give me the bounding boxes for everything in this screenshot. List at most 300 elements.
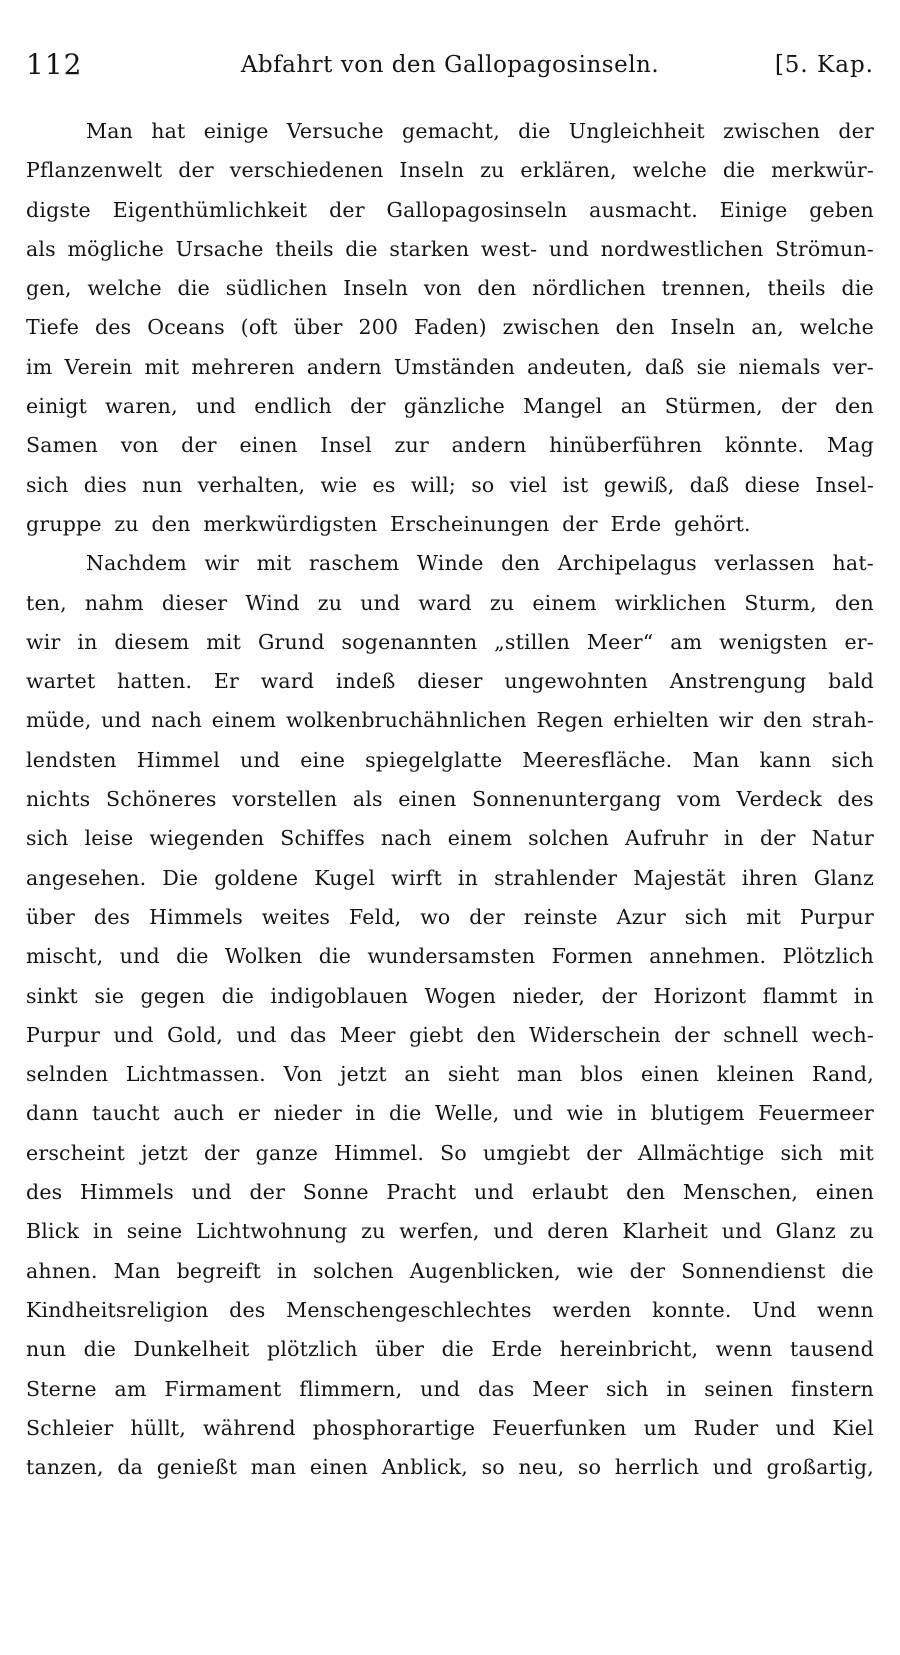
word: der: [181, 433, 217, 458]
word: der: [350, 394, 386, 419]
word: Erde: [491, 1337, 543, 1362]
word: Umständen: [393, 354, 516, 379]
word: mehreren: [191, 354, 295, 379]
word: Mag: [826, 433, 874, 458]
word: als: [26, 236, 56, 261]
word: erscheint: [26, 1140, 126, 1165]
word: der: [781, 394, 817, 419]
word: hinüberführen: [549, 433, 703, 458]
word: Feld,: [348, 904, 402, 929]
word: das: [478, 1376, 515, 1401]
word: hereinbricht,: [559, 1337, 699, 1362]
word: und: [513, 1101, 554, 1126]
word: Er: [213, 669, 240, 694]
word: lendsten: [26, 747, 117, 772]
word: umgiebt: [482, 1140, 571, 1165]
word: goldene: [214, 865, 299, 890]
word: und: [474, 1180, 515, 1205]
word: Kiel: [832, 1415, 874, 1440]
word: Inseln: [399, 158, 465, 183]
word: den: [626, 1180, 666, 1205]
word: wiegenden: [149, 826, 265, 851]
word: wirft: [391, 865, 442, 890]
word: tanzen,: [26, 1455, 104, 1480]
word: Glanz: [775, 1219, 836, 1244]
word: des: [26, 1180, 63, 1205]
word: wir: [26, 629, 61, 654]
word: und: [195, 394, 237, 419]
word: über: [375, 1337, 425, 1362]
word: Meer: [532, 1376, 589, 1401]
word: Oceans: [147, 315, 225, 340]
text-line: [26, 308, 874, 347]
word: merkwür-: [771, 158, 874, 183]
word: der: [601, 983, 638, 1008]
word: ahnen.: [26, 1258, 98, 1283]
word: Menschen,: [682, 1180, 799, 1205]
word: ausmacht.: [589, 197, 698, 222]
word: neu,: [518, 1455, 565, 1480]
word: die: [722, 158, 756, 183]
word: die: [345, 236, 378, 261]
word: Anblick,: [381, 1455, 468, 1480]
word: man: [517, 1062, 563, 1087]
word: Anstrengung: [669, 669, 807, 694]
word: Gold,: [167, 1022, 223, 1047]
word: mögliche: [67, 236, 164, 261]
word: geben: [809, 197, 874, 222]
word: will;: [410, 472, 456, 497]
word: theils: [767, 276, 826, 301]
word: spiegelglatte: [365, 747, 503, 772]
word: jetzt: [141, 1140, 188, 1165]
word: im: [26, 354, 53, 379]
word: sinkt: [26, 983, 78, 1008]
word: nach: [151, 708, 202, 733]
word: Menschengeschlechtes: [286, 1297, 532, 1322]
word: von: [120, 433, 159, 458]
word: die: [389, 1101, 422, 1126]
word: nördlichen: [532, 276, 646, 301]
word: nach: [380, 826, 432, 851]
word: Horizont: [653, 983, 747, 1008]
word: daß: [689, 472, 730, 497]
text-line: [26, 1055, 874, 1094]
text-line: [26, 230, 874, 269]
word: Eigenthümlichkeit: [112, 197, 308, 222]
word: zu: [317, 590, 343, 615]
word: zwischen: [723, 119, 821, 143]
word: einen: [239, 433, 298, 458]
word: nahm: [84, 590, 144, 615]
word: nun: [142, 472, 183, 497]
word: hat-: [832, 551, 874, 576]
text-line: [26, 898, 874, 937]
word: blutigem: [650, 1101, 745, 1126]
word: Firmament: [164, 1376, 282, 1401]
word: tausend: [789, 1337, 874, 1362]
word: jetzt: [340, 1062, 387, 1087]
word: gänzliche: [403, 394, 505, 419]
word: die: [441, 1337, 474, 1362]
word: wirklichen: [614, 590, 727, 615]
word: und: [360, 590, 401, 615]
word: einen: [640, 1062, 700, 1087]
word: 200: [358, 315, 399, 340]
text-line: [26, 1252, 874, 1291]
text-line: [26, 466, 874, 505]
text-line: [26, 1409, 874, 1448]
word: und: [101, 708, 142, 733]
word: sogenannten: [341, 629, 478, 654]
word: Inseln: [670, 315, 736, 340]
word: giebt: [409, 1022, 464, 1047]
text-line: [26, 1291, 874, 1330]
word: Formen: [551, 944, 633, 969]
text-line: [26, 859, 874, 898]
word: hüllt,: [130, 1415, 187, 1440]
word: sieht: [447, 1062, 500, 1087]
word: die: [221, 983, 255, 1008]
word: man: [250, 1455, 297, 1480]
word: wech-: [811, 1022, 874, 1047]
word: Man: [113, 1258, 161, 1283]
word: Meeresfläche.: [522, 747, 673, 772]
word: blos: [580, 1062, 624, 1087]
word: Azur: [616, 904, 666, 929]
word: Wind: [245, 590, 300, 615]
word: Kugel: [314, 865, 376, 890]
word: die: [841, 1258, 874, 1283]
word: einigt: [26, 394, 88, 419]
word: ver-: [832, 354, 874, 379]
word: indeß: [335, 669, 396, 694]
word: Versuche: [286, 119, 384, 143]
word: sich: [684, 904, 728, 929]
word: andeuten,: [527, 354, 633, 379]
word: verschiedenen: [229, 158, 384, 183]
word: von: [423, 276, 462, 301]
text-line: [26, 977, 874, 1016]
word: den: [477, 276, 517, 301]
running-title: Abfahrt von den Gallopagosinseln.: [240, 52, 660, 78]
word: die: [177, 276, 210, 301]
word: das: [289, 1022, 327, 1047]
word: waren,: [105, 394, 178, 419]
word: könnte.: [724, 433, 805, 458]
text-line: [26, 191, 874, 230]
text-line: [26, 623, 874, 662]
word: welche: [799, 315, 874, 340]
word: zu: [361, 1219, 386, 1244]
word: hatten.: [117, 669, 193, 694]
word: der: [586, 1140, 622, 1165]
word: Mangel: [523, 394, 603, 419]
word: vorstellen: [232, 787, 338, 812]
word: begreift: [176, 1258, 261, 1283]
word: annehmen.: [649, 944, 767, 969]
word: flammt: [762, 983, 838, 1008]
word: ten,: [26, 590, 67, 615]
word: Wogen: [424, 983, 497, 1008]
word: gewiß,: [603, 472, 675, 497]
word: erlaubt: [531, 1180, 609, 1205]
word: schnell: [723, 1022, 799, 1047]
word: finstern: [791, 1376, 874, 1401]
word: einem: [211, 708, 277, 733]
word: in: [666, 1376, 687, 1401]
word: der: [838, 119, 874, 143]
page-number: 112: [26, 48, 83, 81]
word: des: [229, 1297, 266, 1322]
word: Stürmen,: [664, 394, 763, 419]
text-line: [26, 1094, 874, 1133]
word: die: [176, 944, 209, 969]
word: Kindheitsreligion: [26, 1297, 209, 1322]
word: Lichtmassen.: [125, 1062, 266, 1087]
word: gemacht,: [402, 119, 500, 143]
word: und: [191, 1180, 232, 1205]
word: andern: [451, 433, 527, 458]
word: so: [481, 1455, 505, 1480]
word: konnte.: [652, 1297, 732, 1322]
word: südlichen: [225, 276, 328, 301]
word: einem: [532, 590, 597, 615]
word: Plötzlich: [782, 944, 874, 969]
text-line: [26, 1134, 874, 1173]
word: es: [372, 472, 396, 497]
text-line: [26, 1330, 874, 1369]
word: Insel: [320, 433, 372, 458]
text-line: [26, 741, 874, 780]
word: nichts: [26, 787, 91, 812]
word: auch: [173, 1101, 225, 1126]
body-text: [26, 112, 874, 1487]
text-line: [26, 1448, 874, 1487]
word: Von: [283, 1062, 323, 1087]
word: theils: [275, 236, 334, 261]
word: an,: [751, 315, 784, 340]
word: dieser: [161, 590, 228, 615]
word: diesem: [114, 629, 190, 654]
word: den: [501, 551, 541, 576]
word: den: [476, 1022, 516, 1047]
word: und: [775, 1415, 816, 1440]
word: des: [837, 787, 874, 812]
word: sie: [94, 983, 125, 1008]
text-line: [26, 426, 874, 465]
word: ward: [418, 590, 472, 615]
word: bald: [828, 669, 874, 694]
word: endlich: [254, 394, 332, 419]
word: Verein: [64, 354, 133, 379]
word: indigoblauen: [270, 983, 409, 1008]
word: andern: [306, 354, 382, 379]
word: da: [117, 1455, 144, 1480]
word: gegen: [140, 983, 206, 1008]
word: solchen: [312, 1258, 394, 1283]
word: und: [420, 1376, 461, 1401]
word: Blick: [26, 1219, 80, 1244]
word: wir: [718, 708, 754, 733]
word: Tiefe: [26, 315, 80, 340]
word: Schöneres: [105, 787, 217, 812]
word: Feuerfunken: [492, 1415, 627, 1440]
word: den: [763, 708, 803, 733]
word: erklären,: [520, 158, 617, 183]
word: Himmel.: [334, 1140, 425, 1165]
word: einen: [815, 1180, 874, 1205]
word: über: [26, 904, 76, 929]
word: Winde: [416, 551, 484, 576]
word: der: [759, 826, 796, 851]
word: Strömun-: [775, 236, 874, 261]
word: (oft: [240, 315, 278, 340]
word: daß: [644, 354, 685, 379]
word: Welle,: [434, 1101, 500, 1126]
word: wie: [566, 1101, 604, 1126]
word: erhielten: [613, 708, 710, 733]
text-line: [26, 584, 874, 623]
word: verhalten,: [197, 472, 306, 497]
word: kann: [759, 747, 812, 772]
word: angesehen.: [26, 865, 147, 890]
word: Schleier: [26, 1415, 114, 1440]
word: Rand,: [811, 1062, 874, 1087]
word: diese: [744, 472, 801, 497]
word: der: [469, 904, 505, 929]
word: in: [853, 983, 874, 1008]
word: und: [493, 1219, 534, 1244]
word: selnden: [26, 1062, 109, 1087]
word: wenigsten: [719, 629, 828, 654]
word: der: [178, 158, 214, 183]
word: und: [240, 747, 281, 772]
word: Sturm,: [744, 590, 817, 615]
word: nordwestlichen: [600, 236, 764, 261]
word: Natur: [811, 826, 874, 851]
word: über: [293, 315, 343, 340]
word: er-: [844, 629, 874, 654]
word: der: [203, 1140, 240, 1165]
word: wie: [320, 472, 358, 497]
text-line: [26, 819, 874, 858]
word: Samen: [26, 433, 99, 458]
word: Sonnenuntergang: [472, 787, 662, 812]
word: leise: [84, 826, 134, 851]
chapter-reference: [5. Kap.: [774, 52, 874, 78]
word: der: [249, 1180, 286, 1205]
word: reinste: [523, 904, 598, 929]
word: trennen,: [661, 276, 752, 301]
word: müde,: [26, 708, 92, 733]
text-line: [26, 1212, 874, 1251]
word: die: [518, 119, 551, 143]
word: einem: [447, 826, 513, 851]
word: ungewohnten: [504, 669, 649, 694]
word: Grund: [257, 629, 325, 654]
word: Himmels: [149, 904, 243, 929]
word: der: [629, 1258, 666, 1283]
text-line: [26, 348, 874, 387]
word: solchen: [528, 826, 609, 851]
text-line: [26, 1370, 874, 1409]
word: taucht: [92, 1101, 160, 1126]
word: wo: [420, 904, 451, 929]
word: „stillen: [494, 629, 571, 654]
word: und: [712, 1455, 753, 1480]
word: flimmern,: [299, 1376, 403, 1401]
word: sie: [696, 354, 727, 379]
word: strah-: [811, 708, 874, 733]
word: am: [670, 629, 703, 654]
word: weites: [261, 904, 331, 929]
word: ganze: [255, 1140, 319, 1165]
word: den: [615, 315, 655, 340]
word: seine: [126, 1219, 183, 1244]
word: Wolken: [224, 944, 303, 969]
text-line: [26, 112, 874, 151]
word: Ruder: [693, 1415, 759, 1440]
word: in: [355, 1101, 376, 1126]
word: wundersamsten: [367, 944, 536, 969]
word: eine: [300, 747, 346, 772]
word: Purpur: [26, 1022, 101, 1047]
word: deren: [547, 1219, 609, 1244]
word: Himmels: [80, 1180, 174, 1205]
word: dieser: [417, 669, 483, 694]
word: einige: [203, 119, 269, 143]
word: Ungleichheit: [568, 119, 705, 143]
word: nieder: [273, 1101, 342, 1126]
word: Widerschein: [529, 1022, 661, 1047]
text-line: [26, 269, 874, 308]
text-line: [26, 662, 874, 701]
word: mit: [144, 354, 180, 379]
word: wenn: [817, 1297, 874, 1322]
word: und: [113, 1022, 154, 1047]
word: wartet: [26, 669, 96, 694]
word: So: [440, 1140, 467, 1165]
word: Dunkelheit: [133, 1337, 250, 1362]
word: Verdeck: [736, 787, 822, 812]
word: sich: [831, 747, 874, 772]
word: starken: [389, 236, 470, 261]
text-line: [26, 151, 874, 190]
word: zu: [849, 1219, 874, 1244]
word: wenn: [715, 1337, 773, 1362]
word: verlassen: [714, 551, 815, 576]
word: Man: [692, 747, 740, 772]
word: und: [721, 1219, 762, 1244]
word: am: [114, 1376, 147, 1401]
word: mit: [746, 904, 782, 929]
word: und: [236, 1022, 277, 1047]
word: mit: [839, 1140, 874, 1165]
word: nieder,: [512, 983, 586, 1008]
word: werfen,: [399, 1219, 480, 1244]
word: genießt: [156, 1455, 238, 1480]
word: zwischen: [502, 315, 600, 340]
word: der: [674, 1022, 710, 1047]
word: sich: [605, 1376, 649, 1401]
word: und: [119, 944, 160, 969]
word: Gallopagosinseln: [386, 197, 568, 222]
word: Inseln: [343, 276, 409, 301]
word: er: [237, 1101, 261, 1126]
text-line: [26, 1016, 874, 1055]
word: Meer: [339, 1022, 396, 1047]
